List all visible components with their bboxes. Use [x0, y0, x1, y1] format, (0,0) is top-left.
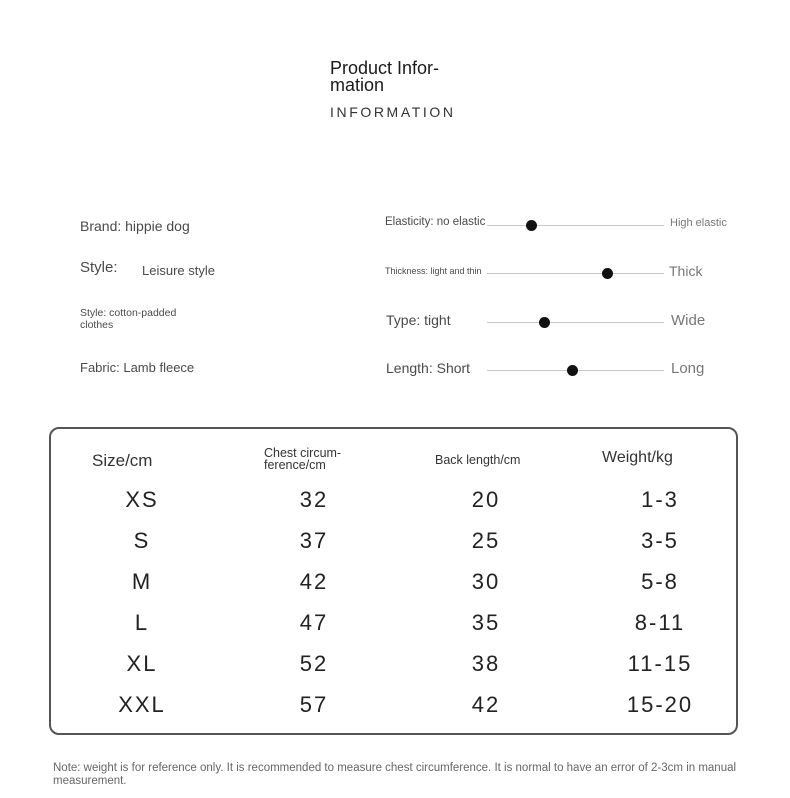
scale-track: [487, 273, 664, 274]
table-cell: 35: [471, 610, 501, 635]
table-cell: S: [133, 528, 151, 553]
scale-left-label: Elasticity: no elastic: [385, 216, 486, 229]
table-cell: XS: [125, 487, 159, 512]
page-subtitle: INFORMATION: [330, 104, 456, 120]
scale-left-label: Thickness: light and thin: [385, 266, 482, 277]
scale-knob: [526, 220, 537, 231]
page-title: Product Infor- mation: [330, 58, 440, 95]
scale-right-label: Thick: [669, 263, 703, 280]
size-table: [49, 427, 738, 735]
table-cell: L: [134, 610, 150, 635]
scale-right-label: High elastic: [670, 217, 727, 230]
table-cell: 52: [299, 651, 329, 676]
table-cell: 30: [471, 569, 501, 594]
table-cell: 1-3: [641, 487, 679, 512]
table-header-cell: Back length/cm: [435, 453, 521, 467]
table-cell: 37: [299, 528, 329, 553]
scale-knob: [567, 365, 578, 376]
table-cell: 25: [471, 528, 501, 553]
style-material-label: Style: cotton-padded clothes: [80, 307, 177, 331]
table-cell: XL: [126, 651, 158, 676]
scale-track: [487, 225, 664, 226]
table-cell: 5-8: [641, 569, 679, 594]
table-cell: 42: [471, 692, 501, 717]
table-cell: 42: [299, 569, 329, 594]
table-cell: 3-5: [641, 528, 679, 553]
fabric-label: Fabric: Lamb fleece: [80, 360, 195, 375]
scale-right-label: Wide: [671, 311, 706, 329]
style-label: Style:: [80, 259, 118, 276]
scale-left-label: Length: Short: [386, 359, 471, 376]
scale-knob: [539, 317, 550, 328]
table-header-cell: Weight/kg: [602, 449, 673, 466]
measurement-note: Note: weight is for reference only. It is recommended to measure chest circumference. It is normal to have an error of 2-3cm in manual measurement.: [53, 762, 737, 787]
table-header-cell: Chest circum- ference/cm: [264, 446, 342, 472]
table-cell: 38: [471, 651, 501, 676]
scale-knob: [602, 268, 613, 279]
style-value: Leisure style: [142, 263, 215, 278]
table-cell: 32: [299, 487, 329, 512]
table-cell: 8-11: [634, 610, 686, 635]
table-cell: 11-15: [627, 651, 693, 676]
table-header-cell: Size/cm: [92, 451, 153, 470]
scale-right-label: Long: [671, 359, 705, 377]
table-cell: M: [131, 569, 153, 594]
table-cell: 47: [299, 610, 329, 635]
table-cell: XXL: [118, 692, 166, 717]
table-cell: 57: [299, 692, 329, 717]
scale-track: [487, 322, 664, 323]
table-cell: 15-20: [626, 692, 694, 717]
scale-left-label: Type: tight: [386, 311, 451, 328]
brand-label: Brand: hippie dog: [80, 218, 190, 234]
table-cell: 20: [471, 487, 501, 512]
